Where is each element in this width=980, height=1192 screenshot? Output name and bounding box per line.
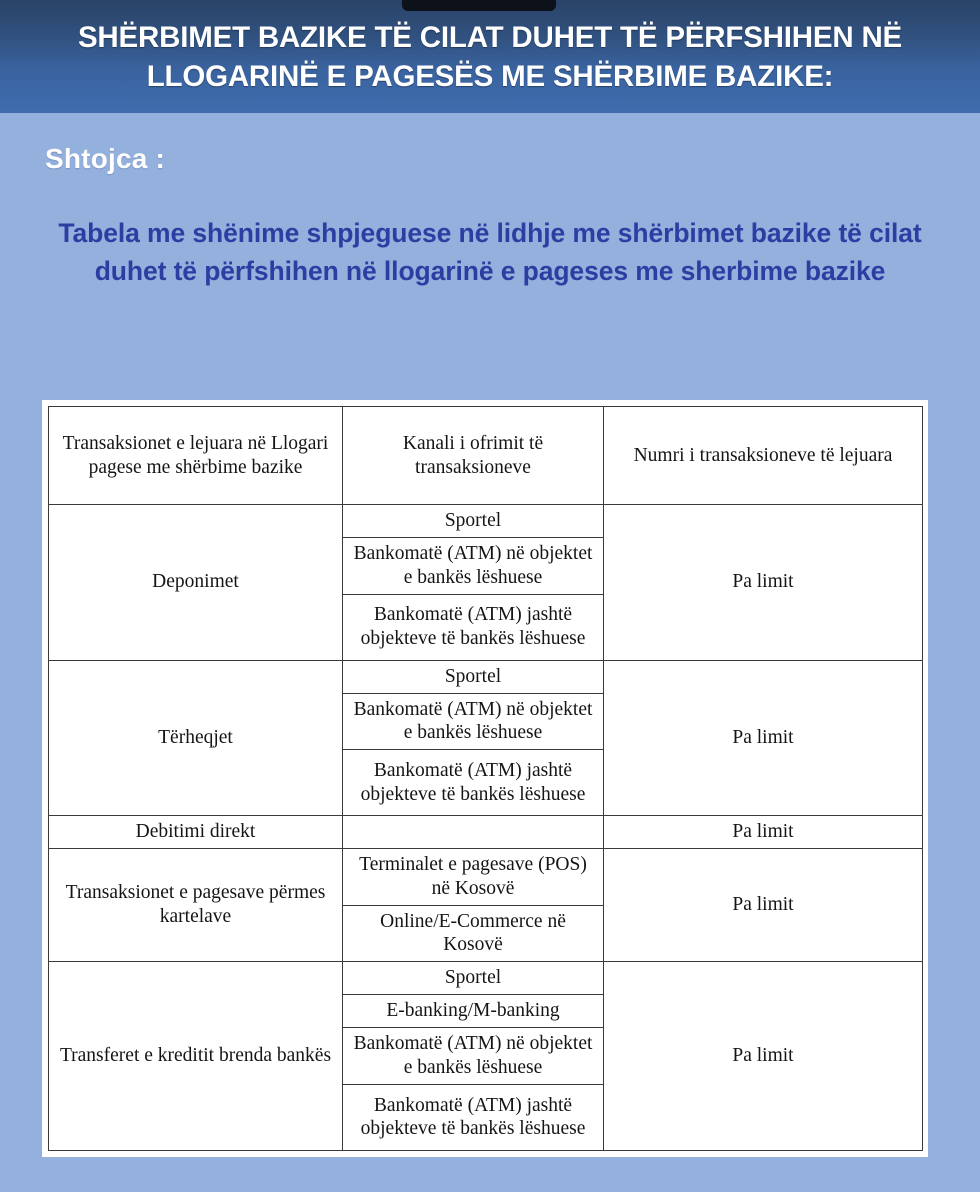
services-table [48,406,923,1151]
appendix-label: Shtojca : [45,143,166,174]
page-title: SHËRBIMET BAZIKE TË CILAT DUHET TË PËRFSHIHEN NË LLOGARINË E PAGESËS ME SHËRBIME BAZIKE: [77,20,903,93]
service-cell: Deponimet [49,505,343,661]
table-header-row [49,407,923,505]
channel-cell: E-banking/M-banking [343,995,604,1028]
table-row [49,962,923,995]
table-row [49,660,923,693]
channel-cell: Bankomatë (ATM) në objektet e bankës lëshuese [343,538,604,595]
channel-cell: Online/E-Commerce në Kosovë [343,905,604,962]
channel-cell: Bankomatë (ATM) në objektet e bankës lëshuese [343,1028,604,1085]
channel-cell: Sportel [343,505,604,538]
table-frame [42,400,928,1157]
channel-cell: Bankomatë (ATM) jashtë objekteve të bankës lëshuese [343,594,604,660]
limit-cell: Pa limit [604,849,923,962]
service-cell: Transaksionet e pagesave përmes kartelave [49,849,343,962]
channel-cell [343,816,604,849]
column-header-channel: Kanali i ofrimit të transaksioneve [343,407,604,505]
channel-cell: Terminalet e pagesave (POS) në Kosovë [343,849,604,906]
channel-cell: Bankomatë (ATM) jashtë objekteve të bankës lëshuese [343,1084,604,1150]
limit-cell: Pa limit [604,660,923,816]
limit-cell: Pa limit [604,505,923,661]
content-area [0,113,980,1192]
table-row [49,505,923,538]
limit-cell: Pa limit [604,816,923,849]
service-cell: Debitimi direkt [49,816,343,849]
channel-cell: Sportel [343,962,604,995]
channel-cell: Sportel [343,660,604,693]
service-cell: Transferet e kreditit brenda bankës [49,962,343,1151]
channel-cell: Bankomatë (ATM) jashtë objekteve të bankës lëshuese [343,750,604,816]
limit-cell: Pa limit [604,962,923,1151]
channel-cell: Bankomatë (ATM) në objektet e bankës lëshuese [343,693,604,750]
device-notch-icon [402,0,556,11]
column-header-service: Transaksionet e lejuara në Llogari pagese me shërbime bazike [49,407,343,505]
header-banner [0,0,980,113]
service-cell: Tërheqjet [49,660,343,816]
table-row [49,849,923,906]
column-header-count: Numri i transaksioneve të lejuara [604,407,923,505]
table-subtitle: Tabela me shënime shpjeguese në lidhje me shërbimet bazike të cilat duhet të përfshihen në llogarinë e pageses me sherbime bazike [58,218,922,286]
table-row [49,816,923,849]
